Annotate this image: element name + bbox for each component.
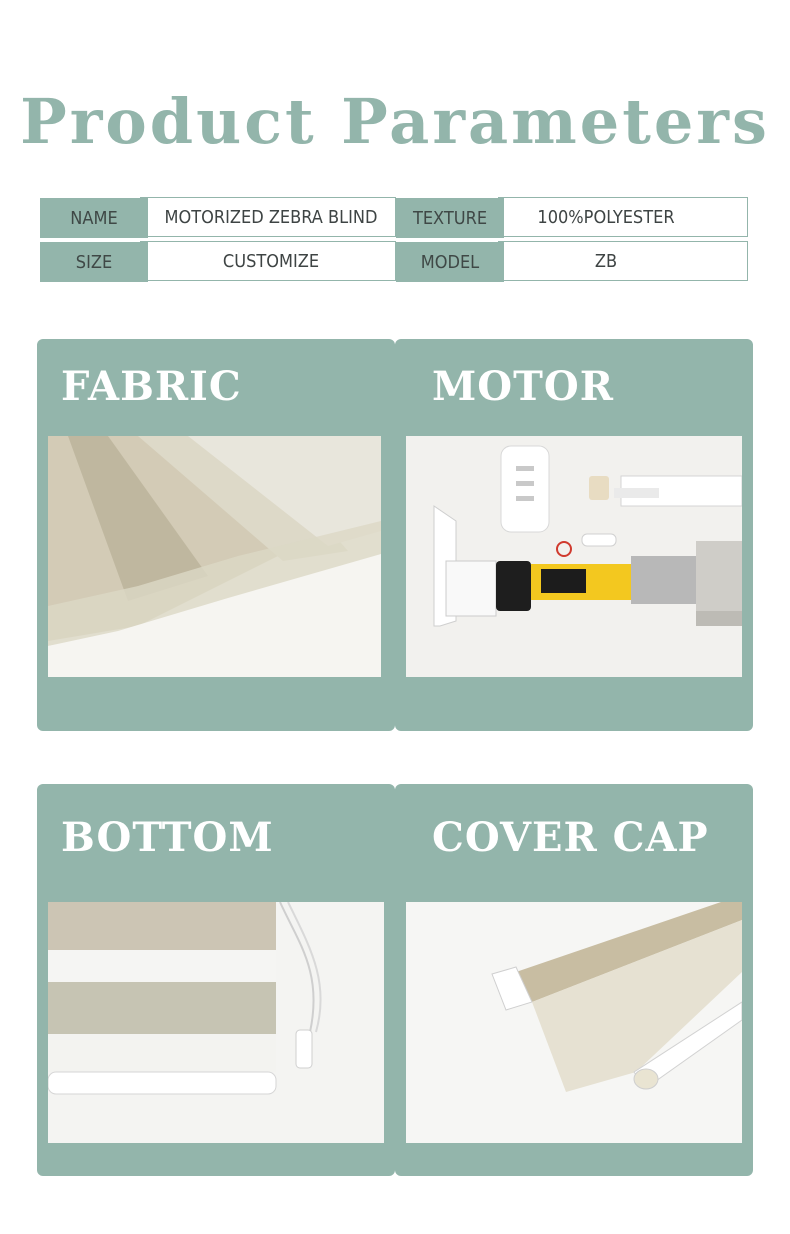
motor-heading: MOTOR bbox=[432, 363, 614, 410]
param-value-name: MOTORIZED ZEBRA BLIND bbox=[164, 206, 378, 228]
param-row bbox=[40, 241, 748, 283]
bottom-rail-photo bbox=[48, 902, 384, 1143]
param-row bbox=[40, 197, 748, 239]
param-label-name: NAME bbox=[40, 198, 148, 238]
cover-cap-card bbox=[395, 784, 753, 1176]
fabric-heading: FABRIC bbox=[61, 363, 242, 410]
zebra-fabric-photo bbox=[48, 436, 381, 677]
param-label-texture: TEXTURE bbox=[396, 198, 504, 238]
bottom-heading: BOTTOM bbox=[61, 814, 274, 861]
fabric-card bbox=[37, 339, 395, 731]
motor-card bbox=[395, 339, 753, 731]
page-title: Product Parameters bbox=[20, 85, 770, 158]
param-label-size: SIZE bbox=[40, 242, 148, 282]
param-value-size: CUSTOMIZE bbox=[222, 250, 320, 272]
tubular-motor-photo bbox=[406, 436, 742, 677]
cover-cap-heading: COVER CAP bbox=[432, 814, 709, 861]
bottom-card bbox=[37, 784, 395, 1176]
param-label-model: MODEL bbox=[396, 242, 504, 282]
cover-cap-photo bbox=[406, 902, 742, 1143]
param-value-model: ZB bbox=[594, 250, 618, 272]
param-value-texture: 100%POLYESTER bbox=[537, 206, 675, 228]
